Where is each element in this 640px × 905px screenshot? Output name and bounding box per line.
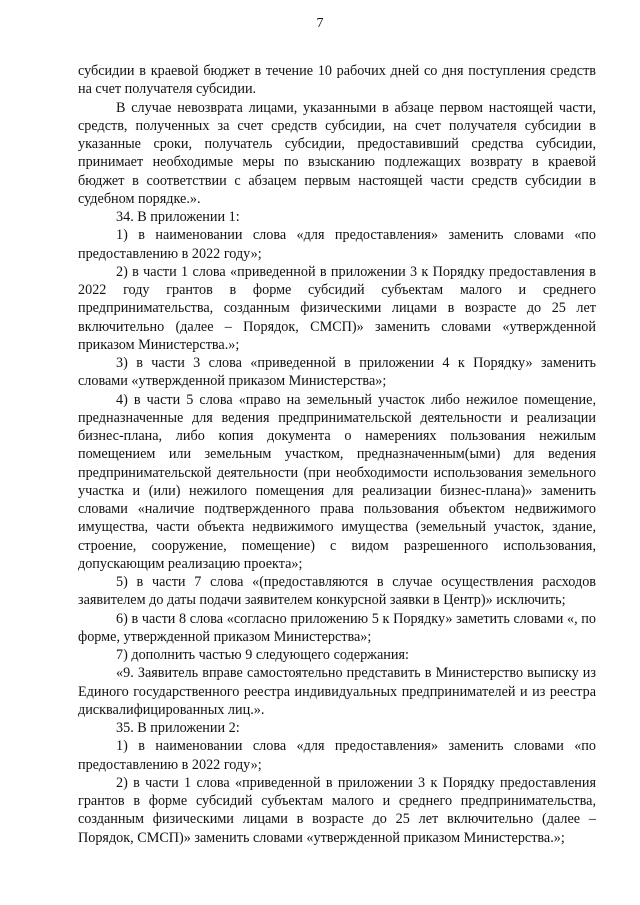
paragraph-appendix-1-item-5: 5) в части 7 слова «(предоставляются в случае осуществления расходов заявителем до даты подачи заявителем конкурсной заявки в Центр)» исключить; [78,574,596,609]
paragraph-non-return-case: В случае невозврата лицами, указанными в абзаце первом настоящей части, средств, полученных за счет средств субсидии, на счет получателя субсидии в указанные сроки, получатель субсидии, предоставивший средства субсидии, принимает необходимые меры по взысканию подлежащих возврату в краевой бюджет в соответствии с абзацем первым настоящей части средств субсидии в судебном порядке.». [78,99,596,207]
paragraph-appendix-1-item-6: 6) в части 8 слова «согласно приложению 5 к Порядку» заметить словами «, по форме, утвержденной приказом Министерства»; [78,610,596,645]
paragraph-appendix-1-item-4: 4) в части 5 слова «право на земельный участок либо нежилое помещение, предназначенные для ведения предпринимательской деятельности и реализации бизнес-плана, либо копия документа о намерениях пользования нежилым помещением или земельным участком, предназначенным(ыми) для ведения предпринимательской деятельности (при необходимости использования земельного участка и (или) нежилого помещения для реализации бизнес-плана)» заменить словами «наличие подтвержденного права пользования объектом недвижимого имущества, части объекта недвижимого имущества (земельный участок, здание, строение, сооружение, помещение) с видом разрешенного использования, допускающим реализацию проекта»; [78,391,596,572]
paragraph-new-part-9: «9. Заявитель вправе самостоятельно представить в Министерство выписку из Единого государственного реестра индивидуальных предпринимателей и из реестра дисквалифицированных лиц.». [78,665,596,718]
paragraph-subsidy-return-deadline: субсидии в краевой бюджет в течение 10 рабочих дней со дня поступления средств на счет получателя субсидии. [78,63,596,98]
paragraph-appendix-2-item-1: 1) в наименовании слова «для предоставления» заменить словами «по предоставлению в 2022 году»; [78,738,596,773]
paragraph-appendix-1-item-1: 1) в наименовании слова «для предоставления» заменить словами «по предоставлению в 2022 году»; [78,227,596,262]
paragraph-appendix-1-item-3: 3) в части 3 слова «приведенной в приложении 4 к Порядку» заменить словами «утвержденной приказом Министерства»; [78,355,596,390]
paragraph-appendix-2-heading: 35. В приложении 2: [116,720,240,736]
page-number: 7 [316,16,324,31]
paragraph-appendix-1-heading: 34. В приложении 1: [116,209,240,225]
paragraph-appendix-1-item-7: 7) дополнить частью 9 следующего содержания: [116,647,409,663]
paragraph-appendix-1-item-2: 2) в части 1 слова «приведенной в приложении 3 к Порядку предоставления в 2022 году грантов в форме субсидий субъектам малого и среднего предпринимательства, созданным физическими лицами в возрасте до 25 лет включительно (далее – Порядок, СМСП)» заменить словами «утвержденной приказом Министерства.»; [78,263,596,353]
document-body [78,62,596,847]
paragraph-appendix-2-item-2: 2) в части 1 слова «приведенной в приложении 3 к Порядку предоставления грантов в форме субсидий субъектам малого и среднего предпринимательства, созданным физическими лицами в возрасте до 25 лет включительно (далее – Порядок, СМСП)» заменить словами «утвержденной приказом Министерства.»; [78,774,596,846]
